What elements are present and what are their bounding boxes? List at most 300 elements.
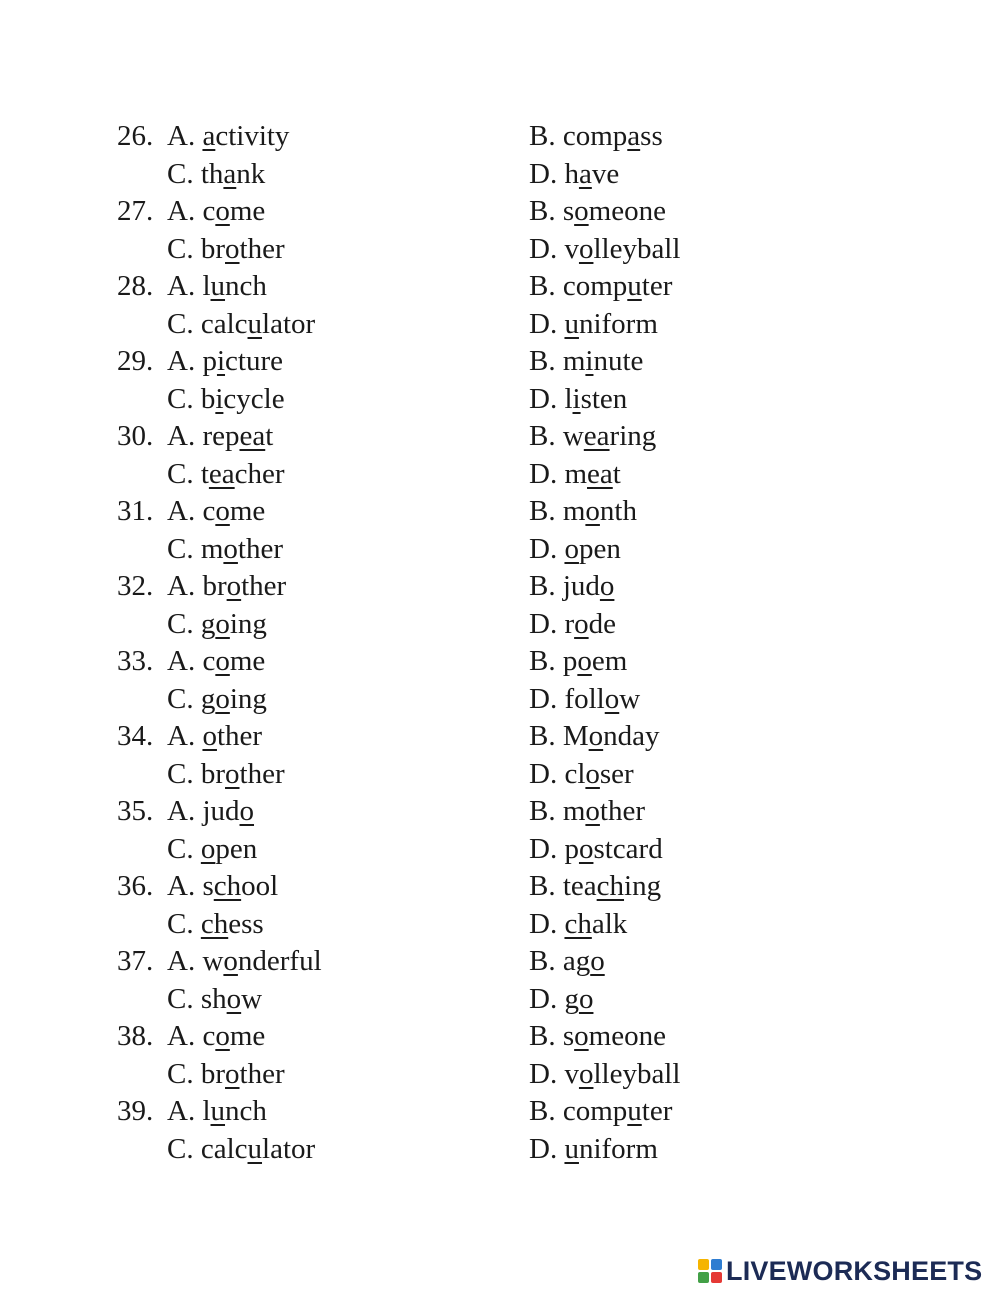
- word-part: nk: [236, 157, 266, 190]
- word-part: lator: [262, 1132, 316, 1165]
- word-part: ring: [609, 420, 657, 452]
- option-letter: C.: [167, 607, 201, 640]
- option-c: [167, 1056, 285, 1094]
- underlined-sound: i: [585, 345, 594, 377]
- word-part: p: [562, 645, 578, 677]
- underlined-sound: a: [223, 157, 237, 190]
- word-part: comp: [562, 120, 628, 152]
- word-part: br: [202, 570, 227, 602]
- option-letter: A.: [167, 945, 203, 977]
- word-part: cl: [564, 757, 586, 790]
- question-row-continued: [0, 981, 1000, 1019]
- word-part: ve: [591, 157, 620, 190]
- word-part: me: [229, 495, 266, 527]
- option-letter: B.: [529, 495, 563, 527]
- option-letter: D.: [529, 382, 565, 415]
- option-letter: C.: [167, 1132, 201, 1165]
- option-d: [529, 381, 627, 419]
- option-d: [529, 156, 619, 194]
- option-letter: D.: [529, 1057, 565, 1090]
- question-row-continued: [0, 831, 1000, 869]
- option-letter: B.: [529, 870, 563, 902]
- option-a: [167, 568, 286, 606]
- option-letter: C.: [167, 232, 201, 265]
- underlined-sound: o: [225, 232, 240, 265]
- question-number: 35.: [117, 795, 154, 827]
- word-part: w: [241, 982, 263, 1015]
- question-number: 36.: [117, 870, 154, 902]
- option-letter: A.: [167, 570, 203, 602]
- option-c: [167, 531, 283, 569]
- question-number: 29.: [117, 345, 154, 377]
- word-part: comp: [562, 270, 628, 302]
- word-part: h: [564, 157, 579, 190]
- underlined-sound: ch: [596, 870, 625, 902]
- underlined-sound: o: [590, 945, 605, 977]
- underlined-sound: o: [574, 1020, 589, 1052]
- option-letter: A.: [167, 645, 203, 677]
- underlined-sound: ch: [200, 907, 229, 940]
- option-letter: C.: [167, 907, 201, 940]
- word-part: br: [200, 757, 226, 790]
- option-letter: B.: [529, 795, 563, 827]
- option-d: [529, 1131, 658, 1169]
- underlined-sound: o: [226, 982, 242, 1015]
- question-row-continued: [0, 756, 1000, 794]
- underlined-sound: ea: [208, 457, 235, 490]
- option-b: [529, 1018, 666, 1056]
- option-letter: D.: [529, 907, 565, 940]
- option-letter: C.: [167, 682, 201, 715]
- underlined-sound: o: [215, 607, 230, 640]
- option-a: [167, 343, 283, 381]
- question-row: [0, 793, 1000, 831]
- word-part: t: [200, 457, 209, 490]
- option-a: [167, 268, 267, 306]
- word-part: g: [564, 982, 579, 1015]
- word-part: v: [564, 1057, 579, 1090]
- word-part: meone: [588, 195, 666, 227]
- option-b: [529, 193, 666, 231]
- word-part: m: [564, 457, 588, 490]
- word-part: w: [619, 682, 641, 715]
- word-part: p: [202, 345, 217, 377]
- word-part: nch: [225, 1095, 267, 1127]
- underlined-sound: o: [223, 945, 238, 977]
- option-b: [529, 268, 672, 306]
- word-part: calc: [200, 1132, 248, 1165]
- option-letter: D.: [529, 982, 565, 1015]
- question-row-continued: [0, 381, 1000, 419]
- word-part: ther: [239, 232, 285, 265]
- question-row-continued: [0, 1056, 1000, 1094]
- word-part: r: [564, 607, 575, 640]
- word-part: c: [202, 195, 216, 227]
- option-d: [529, 681, 640, 719]
- word-part: nderful: [237, 945, 322, 977]
- word-part: rep: [202, 420, 240, 452]
- word-part: ter: [641, 1095, 673, 1127]
- question-number: 34.: [117, 720, 154, 752]
- option-letter: B.: [529, 420, 563, 452]
- option-letter: D.: [529, 232, 565, 265]
- question-row: [0, 193, 1000, 231]
- option-b: [529, 568, 614, 606]
- option-letter: B.: [529, 270, 563, 302]
- word-part: ctivity: [215, 120, 290, 152]
- word-part: alk: [591, 907, 628, 940]
- word-part: ther: [239, 757, 285, 790]
- option-a: [167, 868, 278, 906]
- word-part: M: [562, 720, 589, 752]
- question-row: [0, 643, 1000, 681]
- option-b: [529, 718, 660, 756]
- word-part: cture: [225, 345, 283, 377]
- word-part: br: [200, 232, 226, 265]
- option-c: [167, 756, 285, 794]
- option-c: [167, 456, 285, 494]
- question-number: 33.: [117, 645, 154, 677]
- option-d: [529, 1056, 680, 1094]
- underlined-sound: o: [225, 1057, 240, 1090]
- word-part: ther: [216, 720, 263, 752]
- question-row-continued: [0, 306, 1000, 344]
- option-b: [529, 418, 656, 456]
- word-part: tea: [562, 870, 597, 902]
- option-letter: B.: [529, 720, 563, 752]
- word-part: foll: [564, 682, 605, 715]
- question-row: [0, 343, 1000, 381]
- option-letter: C.: [167, 157, 201, 190]
- underlined-sound: o: [585, 795, 600, 827]
- word-part: cycle: [223, 382, 285, 415]
- option-letter: D.: [529, 457, 565, 490]
- option-letter: A.: [167, 1095, 203, 1127]
- underlined-sound: o: [578, 1057, 594, 1090]
- logo-square-icon: [711, 1272, 722, 1283]
- question-row-continued: [0, 906, 1000, 944]
- option-c: [167, 231, 285, 269]
- word-part: stcard: [593, 832, 663, 865]
- question-number: 30.: [117, 420, 154, 452]
- word-part: b: [200, 382, 216, 415]
- logo-square-icon: [711, 1259, 722, 1270]
- question-row-continued: [0, 1131, 1000, 1169]
- word-part: sten: [580, 382, 628, 415]
- question-row: [0, 1018, 1000, 1056]
- option-a: [167, 793, 254, 831]
- underlined-sound: o: [588, 720, 604, 752]
- underlined-sound: u: [247, 1132, 263, 1165]
- option-b: [529, 1093, 672, 1131]
- question-row: [0, 493, 1000, 531]
- option-a: [167, 718, 262, 756]
- option-letter: B.: [529, 945, 563, 977]
- underlined-sound: a: [202, 120, 216, 152]
- question-row: [0, 418, 1000, 456]
- option-letter: A.: [167, 270, 203, 302]
- option-letter: B.: [529, 120, 563, 152]
- underlined-sound: o: [215, 495, 230, 527]
- option-letter: B.: [529, 645, 563, 677]
- word-part: g: [200, 607, 216, 640]
- option-c: [167, 831, 257, 869]
- question-number: 32.: [117, 570, 154, 602]
- option-d: [529, 981, 593, 1019]
- underlined-sound: a: [627, 120, 641, 152]
- option-c: [167, 681, 267, 719]
- option-letter: A.: [167, 870, 203, 902]
- option-letter: D.: [529, 532, 565, 565]
- underlined-sound: ch: [213, 870, 242, 902]
- underlined-sound: u: [210, 270, 226, 302]
- word-part: niform: [578, 1132, 658, 1165]
- underlined-sound: u: [627, 1095, 642, 1127]
- underlined-sound: o: [202, 720, 217, 752]
- word-part: ther: [241, 570, 287, 602]
- option-a: [167, 1093, 267, 1131]
- underlined-sound: u: [247, 307, 263, 340]
- word-part: s: [562, 195, 575, 227]
- option-a: [167, 943, 322, 981]
- question-number: 28.: [117, 270, 154, 302]
- option-letter: C.: [167, 982, 201, 1015]
- word-part: ool: [241, 870, 279, 902]
- option-letter: C.: [167, 757, 201, 790]
- word-part: th: [200, 157, 224, 190]
- word-part: calc: [200, 307, 248, 340]
- underlined-sound: o: [215, 195, 230, 227]
- question-row-continued: [0, 231, 1000, 269]
- word-part: w: [562, 420, 584, 452]
- logo-text: LIVEWORKSHEETS: [726, 1255, 983, 1286]
- option-c: [167, 606, 267, 644]
- word-part: lator: [262, 307, 316, 340]
- underlined-sound: i: [572, 382, 581, 415]
- underlined-sound: o: [215, 645, 230, 677]
- option-d: [529, 831, 663, 869]
- question-number: 31.: [117, 495, 154, 527]
- question-row-continued: [0, 156, 1000, 194]
- option-d: [529, 756, 634, 794]
- word-part: ther: [239, 1057, 285, 1090]
- word-part: t: [265, 420, 274, 452]
- word-part: l: [202, 270, 211, 302]
- option-letter: B.: [529, 570, 563, 602]
- option-d: [529, 231, 680, 269]
- word-part: p: [564, 832, 579, 865]
- word-part: ess: [228, 907, 264, 940]
- exercise-sheet: [0, 118, 1000, 1168]
- question-row: [0, 1093, 1000, 1131]
- word-part: jud: [562, 570, 600, 602]
- word-part: nute: [593, 345, 644, 377]
- option-a: [167, 193, 265, 231]
- option-a: [167, 118, 289, 156]
- word-part: me: [229, 645, 266, 677]
- word-part: m: [200, 532, 224, 565]
- option-letter: C.: [167, 382, 201, 415]
- underlined-sound: o: [604, 682, 620, 715]
- underlined-sound: o: [564, 532, 579, 565]
- word-part: ing: [229, 682, 267, 715]
- underlined-sound: o: [585, 757, 600, 790]
- underlined-sound: ea: [583, 420, 610, 452]
- question-number: 39.: [117, 1095, 154, 1127]
- option-letter: A.: [167, 345, 203, 377]
- option-c: [167, 906, 264, 944]
- option-letter: A.: [167, 795, 203, 827]
- option-b: [529, 118, 663, 156]
- option-letter: D.: [529, 607, 565, 640]
- option-b: [529, 868, 661, 906]
- liveworksheets-logo: [698, 1251, 982, 1291]
- option-letter: D.: [529, 832, 565, 865]
- option-letter: C.: [167, 307, 201, 340]
- word-part: ing: [624, 870, 662, 902]
- word-part: me: [229, 195, 266, 227]
- word-part: nth: [599, 495, 637, 527]
- underlined-sound: u: [627, 270, 642, 302]
- word-part: m: [562, 345, 586, 377]
- word-part: nch: [225, 270, 267, 302]
- word-part: pen: [215, 832, 258, 865]
- word-part: m: [562, 495, 586, 527]
- option-letter: C.: [167, 457, 201, 490]
- question-number: 37.: [117, 945, 154, 977]
- underlined-sound: o: [223, 532, 238, 565]
- option-letter: D.: [529, 307, 565, 340]
- underlined-sound: o: [200, 832, 216, 865]
- option-letter: A.: [167, 1020, 203, 1052]
- option-letter: A.: [167, 720, 203, 752]
- option-d: [529, 906, 627, 944]
- underlined-sound: o: [215, 682, 230, 715]
- underlined-sound: o: [599, 570, 615, 602]
- word-part: sh: [200, 982, 227, 1015]
- word-part: pen: [578, 532, 621, 565]
- question-row: [0, 943, 1000, 981]
- word-part: ser: [599, 757, 634, 790]
- option-d: [529, 606, 616, 644]
- option-letter: C.: [167, 532, 201, 565]
- word-part: l: [202, 1095, 211, 1127]
- word-part: c: [202, 495, 216, 527]
- option-c: [167, 306, 315, 344]
- question-row-continued: [0, 456, 1000, 494]
- underlined-sound: i: [215, 382, 224, 415]
- underlined-sound: o: [574, 195, 589, 227]
- word-part: lleyball: [593, 1057, 681, 1090]
- question-number: 27.: [117, 195, 154, 227]
- word-part: em: [591, 645, 628, 677]
- word-part: de: [588, 607, 616, 640]
- option-letter: D.: [529, 1132, 565, 1165]
- word-part: ss: [640, 120, 663, 152]
- question-row: [0, 868, 1000, 906]
- underlined-sound: a: [578, 157, 592, 190]
- logo-mark-icon: [698, 1259, 722, 1283]
- underlined-sound: o: [578, 232, 594, 265]
- word-part: s: [202, 870, 214, 902]
- underlined-sound: u: [564, 1132, 579, 1165]
- option-c: [167, 981, 262, 1019]
- word-part: nday: [603, 720, 660, 752]
- word-part: lleyball: [593, 232, 681, 265]
- word-part: ing: [229, 607, 267, 640]
- word-part: cher: [234, 457, 285, 490]
- word-part: t: [612, 457, 621, 490]
- underlined-sound: u: [564, 307, 579, 340]
- word-part: c: [202, 645, 216, 677]
- option-letter: B.: [529, 195, 563, 227]
- option-b: [529, 493, 637, 531]
- word-part: s: [562, 1020, 575, 1052]
- question-row: [0, 268, 1000, 306]
- option-a: [167, 643, 265, 681]
- question-row-continued: [0, 531, 1000, 569]
- question-row: [0, 568, 1000, 606]
- logo-square-icon: [698, 1272, 709, 1283]
- word-part: me: [229, 1020, 266, 1052]
- option-c: [167, 156, 265, 194]
- word-part: meone: [588, 1020, 666, 1052]
- question-row-continued: [0, 681, 1000, 719]
- option-letter: C.: [167, 1057, 201, 1090]
- word-part: ther: [237, 532, 283, 565]
- underlined-sound: o: [577, 645, 592, 677]
- option-letter: B.: [529, 1095, 563, 1127]
- option-letter: B.: [529, 1020, 563, 1052]
- word-part: comp: [562, 1095, 628, 1127]
- word-part: ag: [562, 945, 591, 977]
- word-part: niform: [578, 307, 658, 340]
- option-a: [167, 493, 265, 531]
- word-part: ter: [641, 270, 673, 302]
- underlined-sound: u: [210, 1095, 226, 1127]
- underlined-sound: ch: [564, 907, 592, 940]
- word-part: g: [200, 682, 216, 715]
- option-b: [529, 643, 627, 681]
- option-letter: D.: [529, 157, 565, 190]
- word-part: l: [564, 382, 573, 415]
- question-number: 26.: [117, 120, 154, 152]
- underlined-sound: o: [226, 570, 242, 602]
- option-a: [167, 1018, 265, 1056]
- option-letter: A.: [167, 120, 203, 152]
- question-row: [0, 118, 1000, 156]
- option-b: [529, 343, 643, 381]
- word-part: v: [564, 232, 579, 265]
- option-b: [529, 793, 645, 831]
- underlined-sound: ea: [239, 420, 266, 452]
- question-number: 38.: [117, 1020, 154, 1052]
- question-row: [0, 718, 1000, 756]
- option-letter: D.: [529, 757, 565, 790]
- option-d: [529, 306, 658, 344]
- underlined-sound: o: [578, 832, 594, 865]
- option-d: [529, 531, 621, 569]
- underlined-sound: o: [239, 795, 255, 827]
- option-c: [167, 381, 285, 419]
- logo-square-icon: [698, 1259, 709, 1270]
- option-d: [529, 456, 621, 494]
- word-part: ther: [599, 795, 645, 827]
- option-letter: A.: [167, 195, 203, 227]
- underlined-sound: o: [225, 757, 240, 790]
- word-part: m: [562, 795, 586, 827]
- word-part: c: [202, 1020, 216, 1052]
